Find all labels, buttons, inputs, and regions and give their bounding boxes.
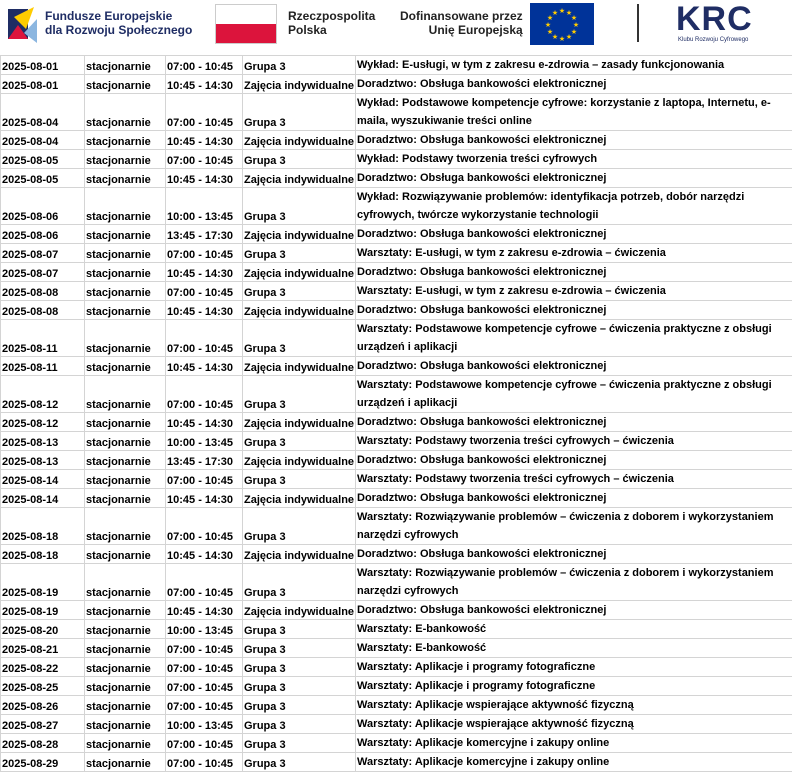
cell-time: 10:45 - 14:30	[166, 263, 243, 282]
table-row	[1, 715, 792, 734]
cell-date: 2025-08-06	[1, 188, 85, 225]
cell-group: Zajęcia indywidualne	[243, 75, 356, 94]
poland-flag-icon	[215, 4, 277, 44]
cell-time: 07:00 - 10:45	[166, 696, 243, 715]
cell-time: 07:00 - 10:45	[166, 56, 243, 75]
cell-mode: stacjonarnie	[85, 451, 166, 470]
cell-date: 2025-08-07	[1, 244, 85, 263]
cell-topic: Warsztaty: Rozwiązywanie problemów – ćwiczenia z doborem i wykorzystaniem narzędzi cyfrowych	[356, 564, 792, 601]
cell-time: 07:00 - 10:45	[166, 282, 243, 301]
table-row	[1, 150, 792, 169]
cell-group: Grupa 3	[243, 470, 356, 489]
cell-group: Grupa 3	[243, 150, 356, 169]
cell-mode: stacjonarnie	[85, 715, 166, 734]
cell-group: Zajęcia indywidualne	[243, 601, 356, 620]
cell-group: Grupa 3	[243, 620, 356, 639]
cell-mode: stacjonarnie	[85, 677, 166, 696]
cell-group: Grupa 3	[243, 564, 356, 601]
table-row	[1, 188, 792, 225]
cell-mode: stacjonarnie	[85, 470, 166, 489]
cell-group: Grupa 3	[243, 508, 356, 545]
cell-topic: Warsztaty: Podstawy tworzenia treści cyfrowych – ćwiczenia	[356, 432, 792, 451]
cell-time: 07:00 - 10:45	[166, 320, 243, 357]
svg-text:★: ★	[573, 21, 579, 29]
table-row	[1, 432, 792, 451]
cell-time: 07:00 - 10:45	[166, 658, 243, 677]
cell-group: Grupa 3	[243, 188, 356, 225]
cell-mode: stacjonarnie	[85, 263, 166, 282]
cell-date: 2025-08-07	[1, 263, 85, 282]
cell-group: Grupa 3	[243, 94, 356, 131]
cell-mode: stacjonarnie	[85, 357, 166, 376]
cell-time: 07:00 - 10:45	[166, 508, 243, 545]
cell-mode: stacjonarnie	[85, 282, 166, 301]
cell-time: 07:00 - 10:45	[166, 753, 243, 772]
cell-group: Grupa 3	[243, 282, 356, 301]
svg-text:★: ★	[547, 14, 553, 22]
cell-topic: Doradztwo: Obsługa bankowości elektronicznej	[356, 301, 792, 320]
krc-logo: KRC	[676, 0, 753, 39]
table-row	[1, 225, 792, 244]
table-row	[1, 357, 792, 376]
cell-group: Grupa 3	[243, 734, 356, 753]
cell-group: Zajęcia indywidualne	[243, 301, 356, 320]
cell-mode: stacjonarnie	[85, 94, 166, 131]
cell-topic: Wykład: Podstawy tworzenia treści cyfrowych	[356, 150, 792, 169]
cell-group: Grupa 3	[243, 639, 356, 658]
cell-date: 2025-08-12	[1, 376, 85, 413]
table-row	[1, 470, 792, 489]
cell-date: 2025-08-04	[1, 131, 85, 150]
cell-date: 2025-08-25	[1, 677, 85, 696]
cell-topic: Wykład: Rozwiązywanie problemów: identyfikacja potrzeb, dobór narzędzi cyfrowych, twórcze wykorzystanie technologii	[356, 188, 792, 225]
cell-time: 10:00 - 13:45	[166, 620, 243, 639]
table-row	[1, 169, 792, 188]
logo-bar	[0, 0, 792, 55]
cell-group: Grupa 3	[243, 376, 356, 413]
cell-group: Zajęcia indywidualne	[243, 545, 356, 564]
cell-group: Zajęcia indywidualne	[243, 413, 356, 432]
header-divider	[637, 4, 639, 42]
cell-mode: stacjonarnie	[85, 75, 166, 94]
cell-topic: Doradztwo: Obsługa bankowości elektronicznej	[356, 75, 792, 94]
cell-group: Zajęcia indywidualne	[243, 357, 356, 376]
cell-date: 2025-08-18	[1, 545, 85, 564]
cell-topic: Doradztwo: Obsługa bankowości elektronicznej	[356, 131, 792, 150]
cell-date: 2025-08-12	[1, 413, 85, 432]
cell-mode: stacjonarnie	[85, 188, 166, 225]
cell-date: 2025-08-29	[1, 753, 85, 772]
cell-date: 2025-08-11	[1, 320, 85, 357]
cell-time: 10:45 - 14:30	[166, 75, 243, 94]
cell-mode: stacjonarnie	[85, 734, 166, 753]
cell-time: 10:00 - 13:45	[166, 432, 243, 451]
cell-group: Grupa 3	[243, 696, 356, 715]
cell-date: 2025-08-22	[1, 658, 85, 677]
cell-topic: Warsztaty: Podstawy tworzenia treści cyfrowych – ćwiczenia	[356, 470, 792, 489]
cell-mode: stacjonarnie	[85, 489, 166, 508]
cell-topic: Doradztwo: Obsługa bankowości elektronicznej	[356, 357, 792, 376]
table-row	[1, 639, 792, 658]
cell-time: 13:45 - 17:30	[166, 225, 243, 244]
cell-topic: Warsztaty: Aplikacje i programy fotograficzne	[356, 677, 792, 696]
cell-date: 2025-08-18	[1, 508, 85, 545]
svg-text:★: ★	[566, 9, 572, 17]
svg-text:★: ★	[571, 14, 577, 22]
cell-mode: stacjonarnie	[85, 564, 166, 601]
table-row	[1, 376, 792, 413]
cell-topic: Warsztaty: Rozwiązywanie problemów – ćwiczenia z doborem i wykorzystaniem narzędzi cyfrowych	[356, 508, 792, 545]
cell-date: 2025-08-08	[1, 282, 85, 301]
cell-mode: stacjonarnie	[85, 601, 166, 620]
cell-date: 2025-08-11	[1, 357, 85, 376]
cell-mode: stacjonarnie	[85, 169, 166, 188]
cell-date: 2025-08-19	[1, 564, 85, 601]
cell-mode: stacjonarnie	[85, 131, 166, 150]
cell-date: 2025-08-01	[1, 75, 85, 94]
cell-topic: Warsztaty: Aplikacje wspierające aktywność fizyczną	[356, 715, 792, 734]
krc-subtitle: Klubu Rozwoju Cyfrowego	[678, 37, 748, 43]
cell-mode: stacjonarnie	[85, 413, 166, 432]
table-row	[1, 753, 792, 772]
cell-time: 07:00 - 10:45	[166, 564, 243, 601]
table-row	[1, 282, 792, 301]
cell-mode: stacjonarnie	[85, 320, 166, 357]
cell-topic: Doradztwo: Obsługa bankowości elektronicznej	[356, 263, 792, 282]
table-row	[1, 601, 792, 620]
cell-topic: Warsztaty: Aplikacje i programy fotograficzne	[356, 658, 792, 677]
cell-group: Zajęcia indywidualne	[243, 489, 356, 508]
schedule-table	[0, 55, 792, 772]
cell-topic: Doradztwo: Obsługa bankowości elektronicznej	[356, 225, 792, 244]
svg-text:★: ★	[552, 33, 558, 41]
cell-topic: Warsztaty: Aplikacje komercyjne i zakupy online	[356, 734, 792, 753]
cell-date: 2025-08-13	[1, 432, 85, 451]
svg-text:★: ★	[547, 28, 553, 36]
table-row	[1, 244, 792, 263]
svg-text:★: ★	[571, 28, 577, 36]
table-row	[1, 131, 792, 150]
table-row	[1, 451, 792, 470]
eu-flag-icon	[530, 3, 594, 45]
cell-group: Zajęcia indywidualne	[243, 131, 356, 150]
cell-group: Grupa 3	[243, 56, 356, 75]
cell-group: Grupa 3	[243, 658, 356, 677]
cell-group: Grupa 3	[243, 320, 356, 357]
cell-date: 2025-08-14	[1, 470, 85, 489]
cell-time: 10:45 - 14:30	[166, 413, 243, 432]
table-row	[1, 320, 792, 357]
cell-mode: stacjonarnie	[85, 620, 166, 639]
table-row	[1, 677, 792, 696]
cell-date: 2025-08-28	[1, 734, 85, 753]
svg-text:★: ★	[552, 9, 558, 17]
cell-mode: stacjonarnie	[85, 658, 166, 677]
table-row	[1, 413, 792, 432]
cell-mode: stacjonarnie	[85, 225, 166, 244]
cell-date: 2025-08-05	[1, 169, 85, 188]
cell-group: Grupa 3	[243, 753, 356, 772]
cell-time: 10:45 - 14:30	[166, 489, 243, 508]
cell-topic: Doradztwo: Obsługa bankowości elektronicznej	[356, 545, 792, 564]
cell-time: 07:00 - 10:45	[166, 94, 243, 131]
cell-group: Zajęcia indywidualne	[243, 263, 356, 282]
cell-topic: Warsztaty: E-bankowość	[356, 639, 792, 658]
cell-time: 07:00 - 10:45	[166, 677, 243, 696]
cell-topic: Warsztaty: Aplikacje komercyjne i zakupy online	[356, 753, 792, 772]
cell-date: 2025-08-01	[1, 56, 85, 75]
table-row	[1, 620, 792, 639]
table-row	[1, 75, 792, 94]
cell-group: Grupa 3	[243, 244, 356, 263]
cell-date: 2025-08-19	[1, 601, 85, 620]
cell-topic: Doradztwo: Obsługa bankowości elektronicznej	[356, 489, 792, 508]
cell-mode: stacjonarnie	[85, 301, 166, 320]
table-row	[1, 94, 792, 131]
cell-time: 07:00 - 10:45	[166, 150, 243, 169]
cell-topic: Wykład: Podstawowe kompetencje cyfrowe: korzystanie z laptopa, Internetu, e-maila, wyszukiwanie treści online	[356, 94, 792, 131]
cell-topic: Warsztaty: E-usługi, w tym z zakresu e-zdrowia – ćwiczenia	[356, 282, 792, 301]
cell-time: 10:45 - 14:30	[166, 301, 243, 320]
cell-date: 2025-08-06	[1, 225, 85, 244]
cell-time: 13:45 - 17:30	[166, 451, 243, 470]
cell-date: 2025-08-20	[1, 620, 85, 639]
cell-mode: stacjonarnie	[85, 639, 166, 658]
cell-topic: Warsztaty: Podstawowe kompetencje cyfrowe – ćwiczenia praktyczne z obsługi urządzeń i aplikacji	[356, 320, 792, 357]
cell-topic: Doradztwo: Obsługa bankowości elektronicznej	[356, 413, 792, 432]
cell-date: 2025-08-04	[1, 94, 85, 131]
cell-time: 10:45 - 14:30	[166, 545, 243, 564]
cell-date: 2025-08-26	[1, 696, 85, 715]
table-row	[1, 489, 792, 508]
cell-time: 10:45 - 14:30	[166, 169, 243, 188]
cell-date: 2025-08-14	[1, 489, 85, 508]
cell-date: 2025-08-13	[1, 451, 85, 470]
cell-group: Zajęcia indywidualne	[243, 451, 356, 470]
eu-label: Dofinansowane przez Unię Europejską	[400, 9, 523, 37]
cell-topic: Warsztaty: E-bankowość	[356, 620, 792, 639]
cell-group: Grupa 3	[243, 677, 356, 696]
cell-mode: stacjonarnie	[85, 244, 166, 263]
pl-label: Rzeczpospolita Polska	[288, 9, 375, 37]
cell-time: 10:45 - 14:30	[166, 601, 243, 620]
cell-topic: Doradztwo: Obsługa bankowości elektronicznej	[356, 451, 792, 470]
cell-topic: Doradztwo: Obsługa bankowości elektronicznej	[356, 601, 792, 620]
svg-text:★: ★	[559, 7, 565, 15]
cell-group: Grupa 3	[243, 715, 356, 734]
table-row	[1, 263, 792, 282]
cell-time: 10:45 - 14:30	[166, 357, 243, 376]
cell-group: Zajęcia indywidualne	[243, 225, 356, 244]
cell-time: 07:00 - 10:45	[166, 734, 243, 753]
table-row	[1, 564, 792, 601]
cell-mode: stacjonarnie	[85, 508, 166, 545]
cell-mode: stacjonarnie	[85, 545, 166, 564]
svg-text:★: ★	[566, 33, 572, 41]
cell-time: 07:00 - 10:45	[166, 639, 243, 658]
cell-topic: Doradztwo: Obsługa bankowości elektronicznej	[356, 169, 792, 188]
cell-mode: stacjonarnie	[85, 432, 166, 451]
cell-group: Zajęcia indywidualne	[243, 169, 356, 188]
cell-topic: Warsztaty: E-usługi, w tym z zakresu e-zdrowia – ćwiczenia	[356, 244, 792, 263]
table-row	[1, 696, 792, 715]
cell-mode: stacjonarnie	[85, 376, 166, 413]
cell-date: 2025-08-08	[1, 301, 85, 320]
table-row	[1, 734, 792, 753]
cell-time: 07:00 - 10:45	[166, 376, 243, 413]
cell-topic: Warsztaty: Aplikacje wspierające aktywność fizyczną	[356, 696, 792, 715]
table-row	[1, 545, 792, 564]
cell-group: Grupa 3	[243, 432, 356, 451]
table-row	[1, 658, 792, 677]
cell-date: 2025-08-05	[1, 150, 85, 169]
table-row	[1, 56, 792, 75]
cell-time: 10:00 - 13:45	[166, 188, 243, 225]
fe-label: Fundusze Europejskie dla Rozwoju Społecznego	[45, 9, 192, 37]
fundusze-europejskie-logo-icon	[6, 3, 39, 47]
cell-time: 10:00 - 13:45	[166, 715, 243, 734]
cell-time: 10:45 - 14:30	[166, 131, 243, 150]
cell-mode: stacjonarnie	[85, 56, 166, 75]
svg-text:★: ★	[559, 35, 565, 43]
cell-mode: stacjonarnie	[85, 150, 166, 169]
cell-time: 07:00 - 10:45	[166, 470, 243, 489]
table-row	[1, 301, 792, 320]
svg-text:★: ★	[545, 21, 551, 29]
cell-date: 2025-08-21	[1, 639, 85, 658]
cell-date: 2025-08-27	[1, 715, 85, 734]
cell-topic: Warsztaty: Podstawowe kompetencje cyfrowe – ćwiczenia praktyczne z obsługi urządzeń i aplikacji	[356, 376, 792, 413]
cell-time: 07:00 - 10:45	[166, 244, 243, 263]
table-row	[1, 508, 792, 545]
cell-mode: stacjonarnie	[85, 753, 166, 772]
cell-topic: Wykład: E-usługi, w tym z zakresu e-zdrowia – zasady funkcjonowania	[356, 56, 792, 75]
cell-mode: stacjonarnie	[85, 696, 166, 715]
